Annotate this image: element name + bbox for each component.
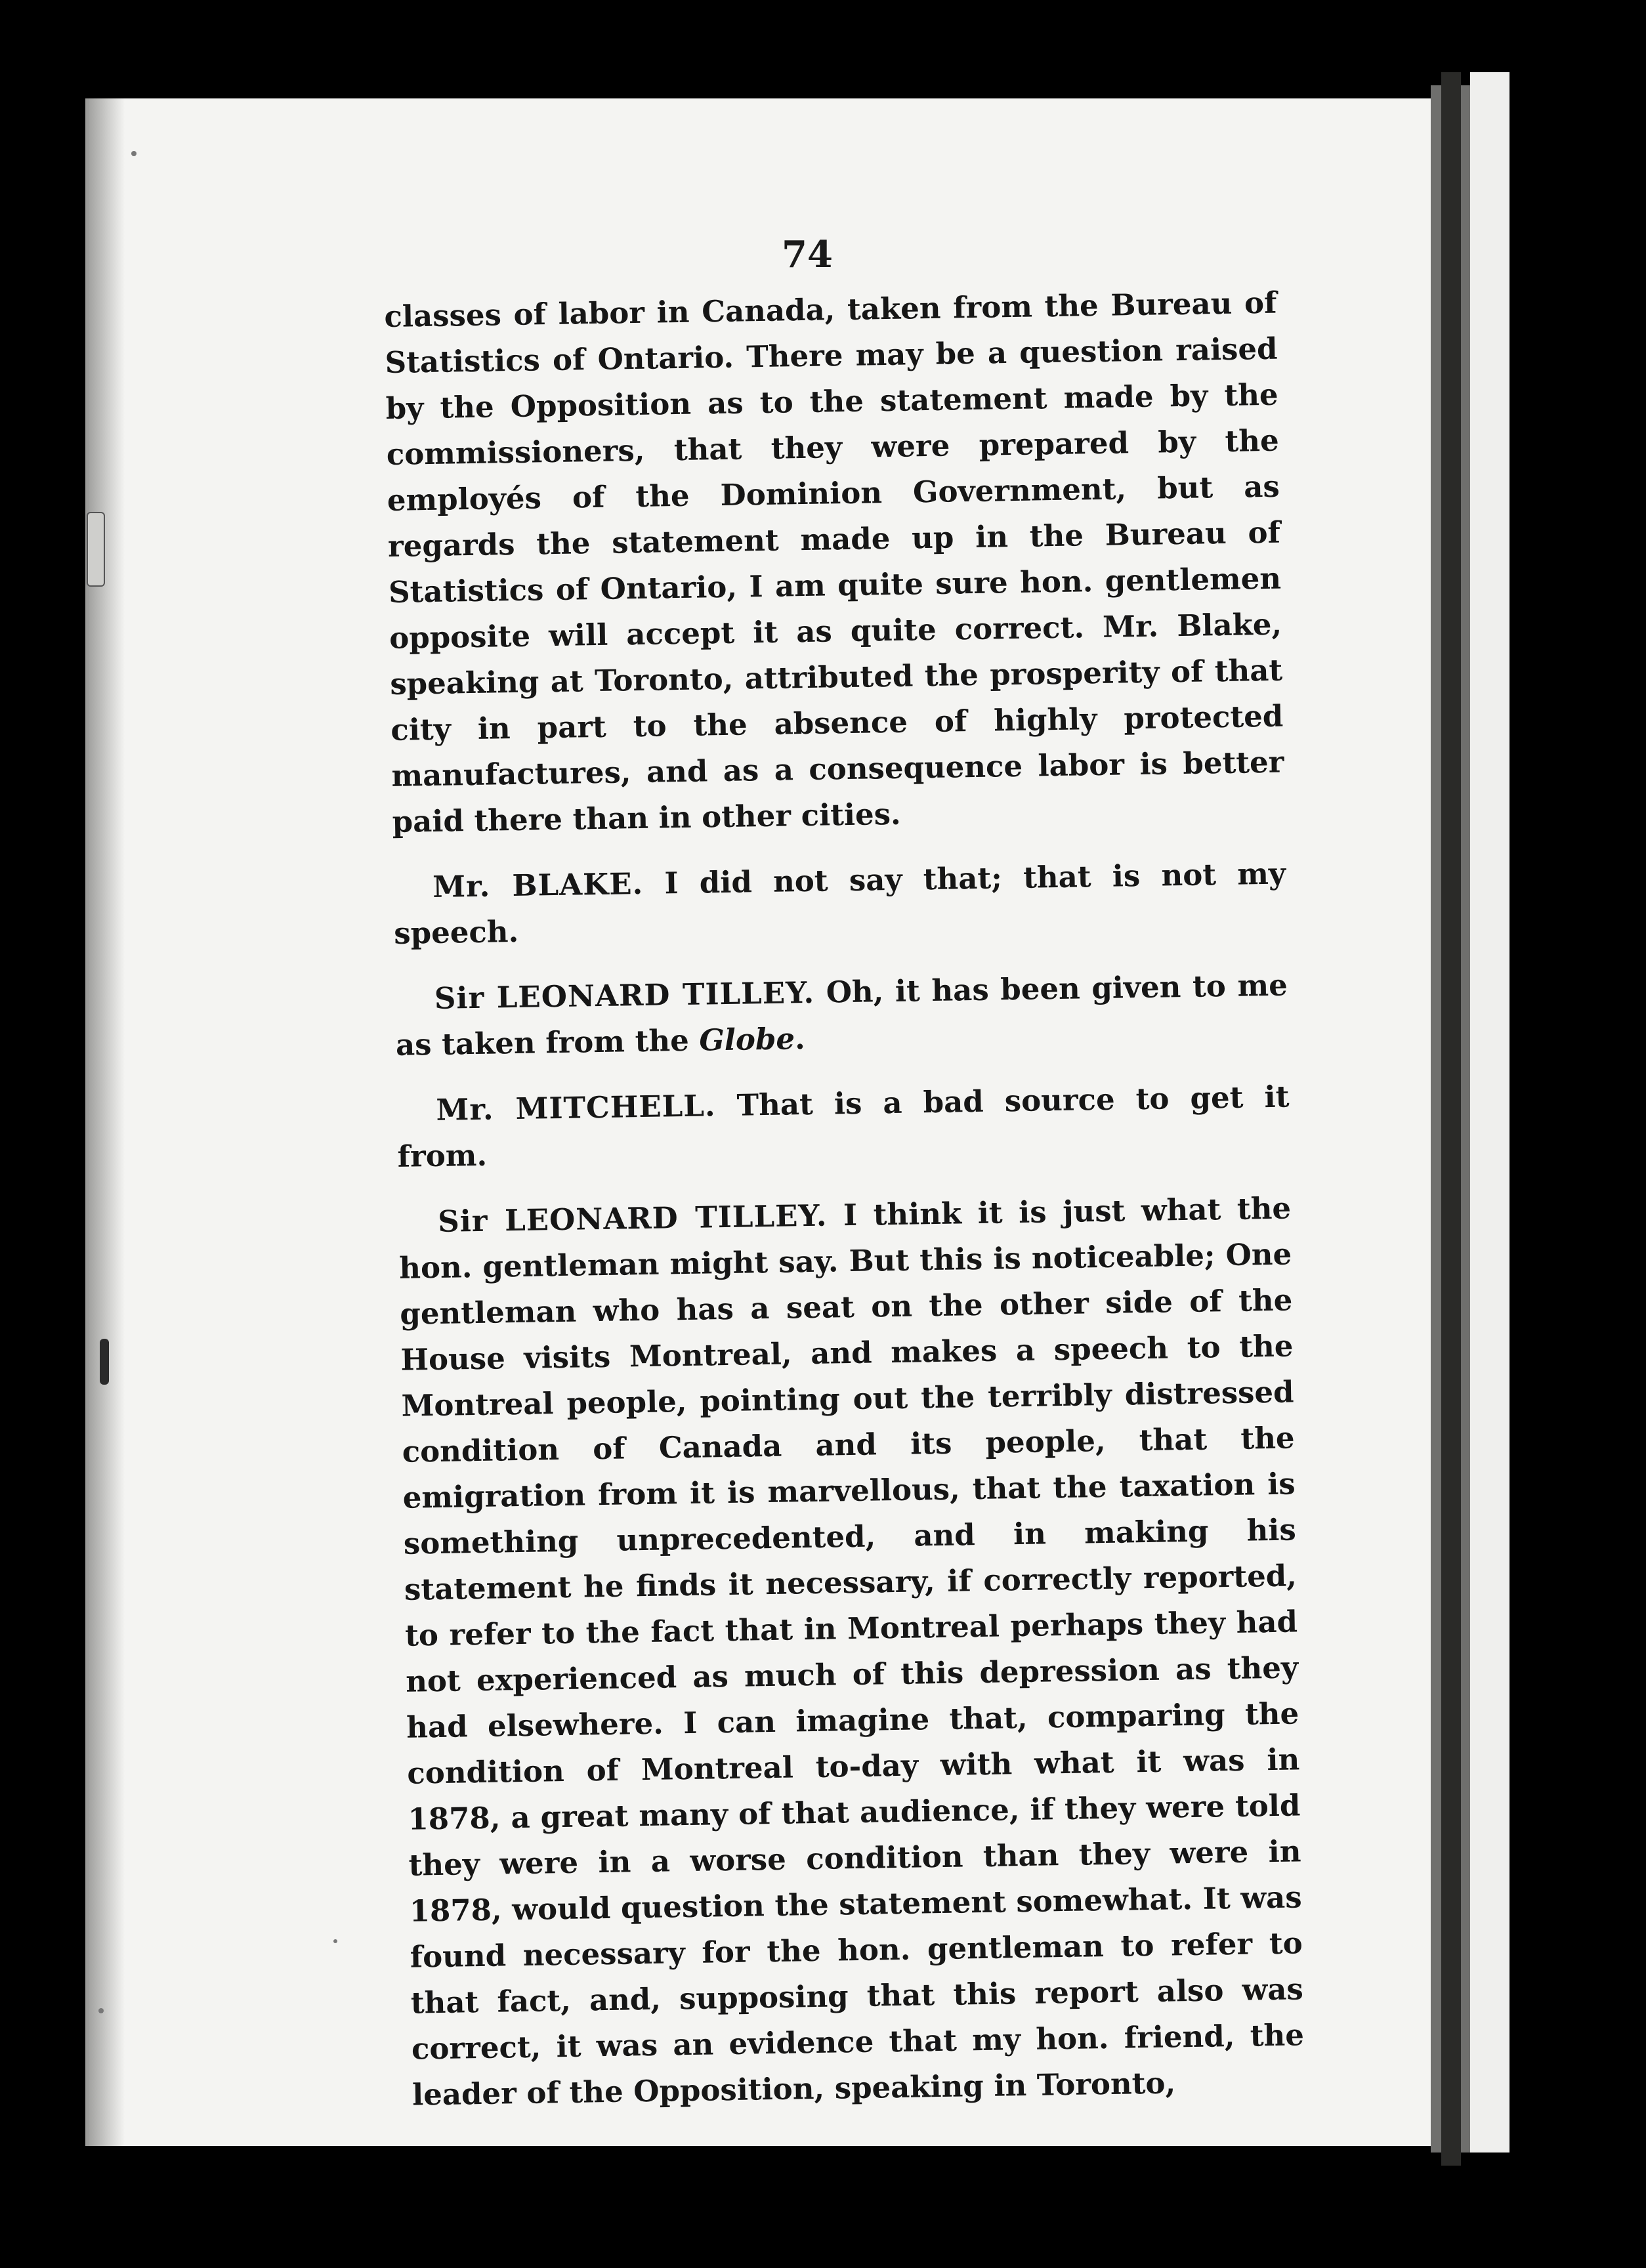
- binding-shadow: [1441, 72, 1461, 2166]
- scan-speck: [98, 2008, 104, 2013]
- paragraph-text: I did not say that; that is not my speech.: [393, 856, 1286, 951]
- scan-edge-mark: [100, 1339, 109, 1385]
- paragraph-text: Oh, it has been given to me as taken from the: [395, 967, 1288, 1062]
- speaker-name: Mr. BLAKE.: [432, 866, 644, 904]
- scan-speck: [333, 1939, 337, 1943]
- newspaper-title: Globe: [698, 1021, 795, 1058]
- page-number: 74: [782, 233, 833, 276]
- page-gutter-shadow: [85, 98, 125, 2146]
- sentence-end: .: [794, 1021, 806, 1057]
- scan-speck: [131, 151, 137, 156]
- paragraph: [396, 1074, 1290, 1179]
- next-page-margin: [1470, 72, 1509, 2152]
- paragraph: [393, 851, 1287, 957]
- scan-edge-mark: [87, 512, 105, 587]
- paragraph: [398, 1185, 1305, 2118]
- paragraph-text: classes of labor in Canada, taken from the Bureau of Statistics of Ontario. There may be a question raised by the Opposition as to the statement made by the commissioners, that they were prepared by the employés of the Dominion Government, but as regards the statement made up in the Bureau of Statistics of Ontario, I am quite sure hon. gentlemen opposite will accept it as quite correct. Mr. Blake, speaking at Toronto, attributed the prosperity of that city in part to the absence of highly protected manufactures, and as a consequence labor is better paid there than in other cities.: [384, 285, 1284, 839]
- paragraph: [394, 963, 1288, 1068]
- speaker-name: Sir LEONARD TILLEY.: [437, 1198, 828, 1239]
- paragraph-text: That is a bad source to get it from.: [397, 1079, 1290, 1174]
- speaker-name: Sir LEONARD TILLEY.: [434, 975, 815, 1016]
- paragraph-text: I think it is just what the hon. gentleman might say. But this is noticeable; One gentleman who has a seat on the other side of the House visits Montreal, and makes a speech to the Montreal people, pointing out the terribly distressed condition of Canada and its people, that the emigration from it is marvellous, that the taxation is something unprecedented, and in making his statement he finds it necessary, if correctly reported, to refer to the fact that in Montreal perhaps they had not experienced as much of this depression as they had elsewhere. I can imagine that, comparing the condition of Montreal to-day with what it was in 1878, a great many of that audience, if they were told they were in a worse condition than they were in 1878, would question the statement somewhat. It was found necessary for the hon. gentleman to refer to that fact, and, supposing that this report also was correct, it was an evidence that my hon. friend, the leader of the Opposition, speaking in Toronto,: [398, 1190, 1305, 2112]
- paragraph: [384, 280, 1285, 845]
- speaker-name: Mr. MITCHELL.: [436, 1088, 716, 1127]
- page-text: [384, 280, 1305, 2138]
